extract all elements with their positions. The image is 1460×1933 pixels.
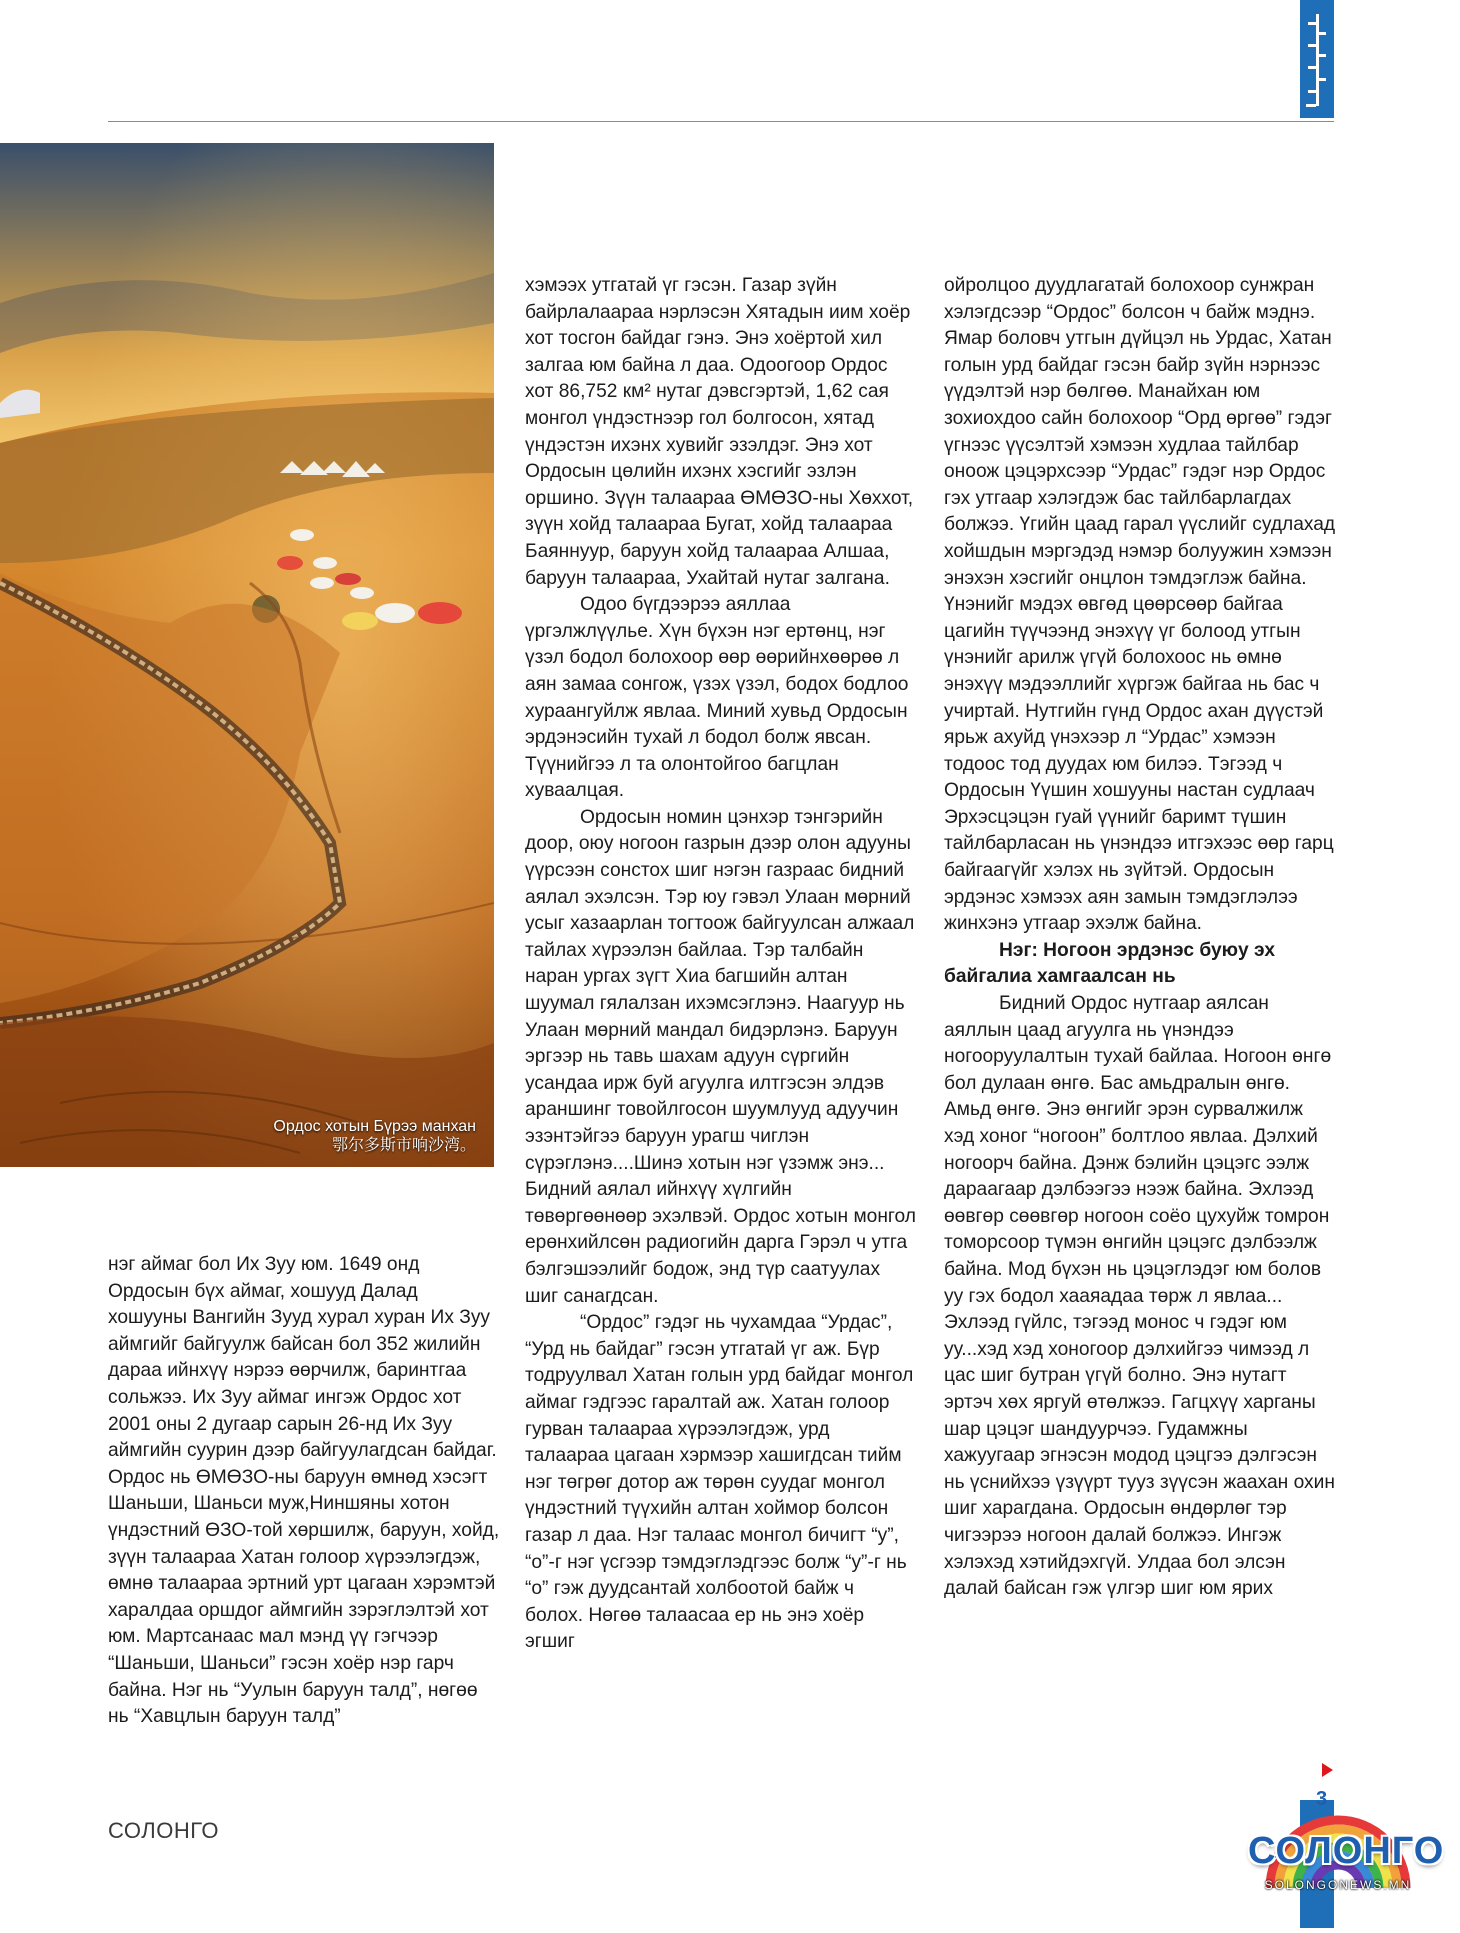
paragraph: Одоо бүгдээрээ аяллаа үргэлжлүүлье. Хүн бүхэн нэг ертөнц, нэг үзэл бодол болохоор өөр өөрийнхөөрөө л аян замаа сонгож, үзэх үзэл, бодох бодлоо хураангуйлж явлаа. Миний хувьд Ордосын эрдэнэсийн тухай л бодол болж явсан. Түүнийгээ л та олонтойгоо багцлан хуваалцая. xyxy=(525,594,909,802)
paragraph: ойролцоо дуудлагатай болохоор сунжран хэлэгдсээр “Ордос” болсон ч байж мэднэ. Ямар боловч утгын дүйцэл нь Урдас, Хатан голын урд байдаг гэсэн байр зүйн нэрнээс үүдэлтэй нэр бөлгөө. Манайхан юм зохиохдоо сайн болохоор “Орд өргөө” гэдэг үгнээс үүсэлтэй хэмээн худлаа тайлбар оноож цэцэрхсээр “Урдас” гэдэг нэр Ордос гэх утгаар хэлэгдэж бас тайлбарлагдах болжээ. Үгийн цаад гарал үүслийг судлахад хойшдын мэргэдэд нэмэр болуужин хэмээн энэхэн хэсгийг онцлон тэмдэглэж байна. Үнэнийг мэдэх өвгөд цөөрсөөр байгаа цагийн түүчээнд энэхүү үг болоод утгын үнэнийг арилж үгүй болохоос нь өмнө энэхүү мэдээллийг хүргэж байгаа нь бас ч учиртай. Нутгийн гүнд Ордос ахан дүүстэй ярьж ахуйд үнэхээр л “Урдас” хэмээн тодоос тод дуудах юм билээ. Тэгээд ч Ордосын Үүшин хошууны настан судлаач Эрхэсцэцэн гуай үүнийг баримт түшин тайлбарласан нь үнэндээ итгэхээс өөр гарц байгаагүйг хэлэх нь зүйтэй. Ордосын эрдэнэс хэмээх аян замын тэмдэглэлээ жинхэнэ утгаар эхэлж байна. xyxy=(944,275,1336,935)
article-column-1 xyxy=(108,1252,500,1731)
footer-magazine-name: СОЛОНГО xyxy=(108,1818,219,1843)
paragraph: Бидний Ордос нутгаар аялсан аяллын цаад агуулга нь үнэндээ ногооруулалтын тухай байлаа. Ногоон өнгө бол дулаан өнгө. Бас амьдралын өнгө. Амьд өнгө. Энэ өнгийг эрэн сурвалжилж хэд хоног “ногоон” болтлоо явлаа. Дэлхий ногоорч байна. Дэнж бэлийн цэцэгс ээлж дараагаар дэлбээгээ нээж байна. Эхлээд өөвгөр сөөвгөр ногоон соёо цухуйж томрон томорсоор түмэн өнгийн цэцэгс дэлбээлж байна. Мод бүхэн нь цэцэглэдэг юм болов уу гэх бодол хааяадаа төрж л явлаа... Эхлээд гүйлс, тэгээд монос ч гэдэг юм уу...хэд хэд хоногоор дэлхийгээ чимээд л цас шиг бутран үгүй болно. Энэ нутагт эртэч хөх яргуй өтөлжээ. Гагцхүү харганы шар цэцэг шандуурчээ. Гудамжны хажуугаар эгнэсэн модод цэцгээ дэлгэсэн нь үснийхээ үзүүрт тууз зүүсэн жаахан охин шиг харагдана. Ордосын өндөрлөг тэр чигээрээ ногоон далай болжээ. Ингэж хэлэхэд хэтийдэхгүй. Улдаа бол элсэн далай байсан гэж үлгэр шиг юм ярих xyxy=(944,993,1335,1600)
caption-chinese: 鄂尔多斯市响沙湾。 xyxy=(331,1137,476,1154)
logo-url: SOLONGONEWS.MN xyxy=(1264,1878,1412,1892)
paragraph: “Ордос” гэдэг нь чухамдаа “Урдас”, “Урд нь байдаг” гэсэн утгатай үг аж. Бүр тодруулвал Хатан голын урд байдаг монгол аймаг гэдгээс гаралтай аж. Хатан голоор гурван талаараа хүрээлэгдэж, урд талаараа цагаан хэрмээр хашигдсан тийм нэг төгрөг дотор аж төрөн суудаг монгол үндэстний түүхийн алтан хоймор болсон газар л даа. Нэг талаас монгол бичигт “у”, “о”-г нэг үсгээр тэмдэглэдгээс болж “у”-г нь “о” гэж дуудсантай холбоотой байж ч болох. Нөгөө талаасаа ер нь энэ хоёр эгшиг xyxy=(525,1312,914,1653)
solongo-logo xyxy=(1248,1778,1445,1928)
article-column-3 xyxy=(944,273,1336,1603)
photo-caption xyxy=(273,1117,476,1155)
mongolian-script-title xyxy=(1300,0,1334,118)
ordos-desert-image xyxy=(0,143,494,1167)
desert-photo xyxy=(0,143,494,1167)
side-tab xyxy=(1300,0,1334,118)
paragraph: хэмээх утгатай үг гэсэн. Газар зүйн байрлалаараа нэрлэсэн Хятадын иим хоёр хот тосгон байдаг гэнэ. Энэ хоёртой хил залгаа юм байна л даа. Одоогоор Ордос хот 86,752 км² нутаг дэвсгэртэй, 1,62 сая монгол үндэстнээр гол болгосон, хятад үндэстэн ихэнх хувийг эзэлдэг. Энэ хот Ордосын цөлийн ихэнх хэсгийг эзлэн оршино. Зүүн талаараа ӨМӨЗО-ны Хөххот, зүүн хойд талаараа Бугат, хойд талаараа Баяннуур, баруун хойд талаараа Алшаа, баруун талаараа, Ухайтай нутаг залгана. xyxy=(525,275,914,589)
paragraph: нэг аймаг бол Их Зуу юм. 1649 онд Ордосын бүх аймаг, хошууд Далад хошууны Вангийн Зууд хурал хуран Их Зуу аймгийг байгуулж байсан бол 352 жилийн дараа ийнхүү нэрээ өөрчилж, баринтгаа сольжээ. Их Зуу аймаг ингэж Ордос хот 2001 оны 2 дугаар сарын 26-нд Их Зуу аймгийн суурин дээр байгуулагдсан байдаг. Ордос нь ӨМӨЗО-ны баруун өмнөд хэсэгт Шаньши, Шаньси муж,Ниншяны хотон үндэстний ӨЗО-той хөршилж, баруун, хойд, зүүн талаараа Хатан голоор хүрээлэгдэж, өмнө талаараа эртний урт цагаан хэрэмтэй харалдаа оршдог аймгийн зэрэглэлтэй хот юм. Мартсанаас мал мэнд үү гэгчээр “Шаньши, Шаньси” гэсэн хоёр нэр гарч байна. Нэг нь “Уулын баруун талд”, нөгөө нь “Хавцлын баруун талд” xyxy=(108,1254,500,1728)
article-column-2 xyxy=(525,273,917,1656)
section-heading: Нэг: Ногоон эрдэнэс буюу эх байгалиа хамгаалсан нь xyxy=(944,939,1276,988)
page-number: 3 xyxy=(1316,1788,1328,1810)
logo-wordmark: СОЛОНГО xyxy=(1248,1830,1445,1872)
caption-mongolian: Ордос хотын Бүрээ манхан xyxy=(273,1118,476,1135)
header-rule xyxy=(108,121,1334,122)
continue-arrow-icon xyxy=(1322,1763,1333,1777)
paragraph: Ордосын номин цэнхэр тэнгэрийн доор, оюу ногоон газрын дээр олон адууны үүрсээн сонстох шиг нэгэн газраас бидний аялал эхэлсэн. Тэр юу гэвэл Улаан мөрний усыг хазаарлан тогтоож байгуулсан алжаал тайлах хүрээлэн байлаа. Тэр талбайн наран ургах зүгт Хиа багшийн алтан шуумал гялалзан ихэмсэглэнэ. Наагуур нь Улаан мөрний мандал бидэрлэнэ. Баруун эргээр нь тавь шахам адуун сүргийн усандаа ирж буй агуулга илтгэсэн элдэв араншинг товойлгосон шуумлууд адуучин эзэнтэйгээ баруун урагш чиглэн сүрэглэнэ....Шинэ хотын нэг үзэмж энэ... Бидний аялал ийнхүү хүлгийн төвөргөөнөөр эхэлвэй. Ордос хотын монгол ерөнхийлсөн радиогийн дарга Гэрэл ч утга бэлгэшээлийг бодож, энд түр саатуулах шиг санагдсан. xyxy=(525,806,916,1307)
